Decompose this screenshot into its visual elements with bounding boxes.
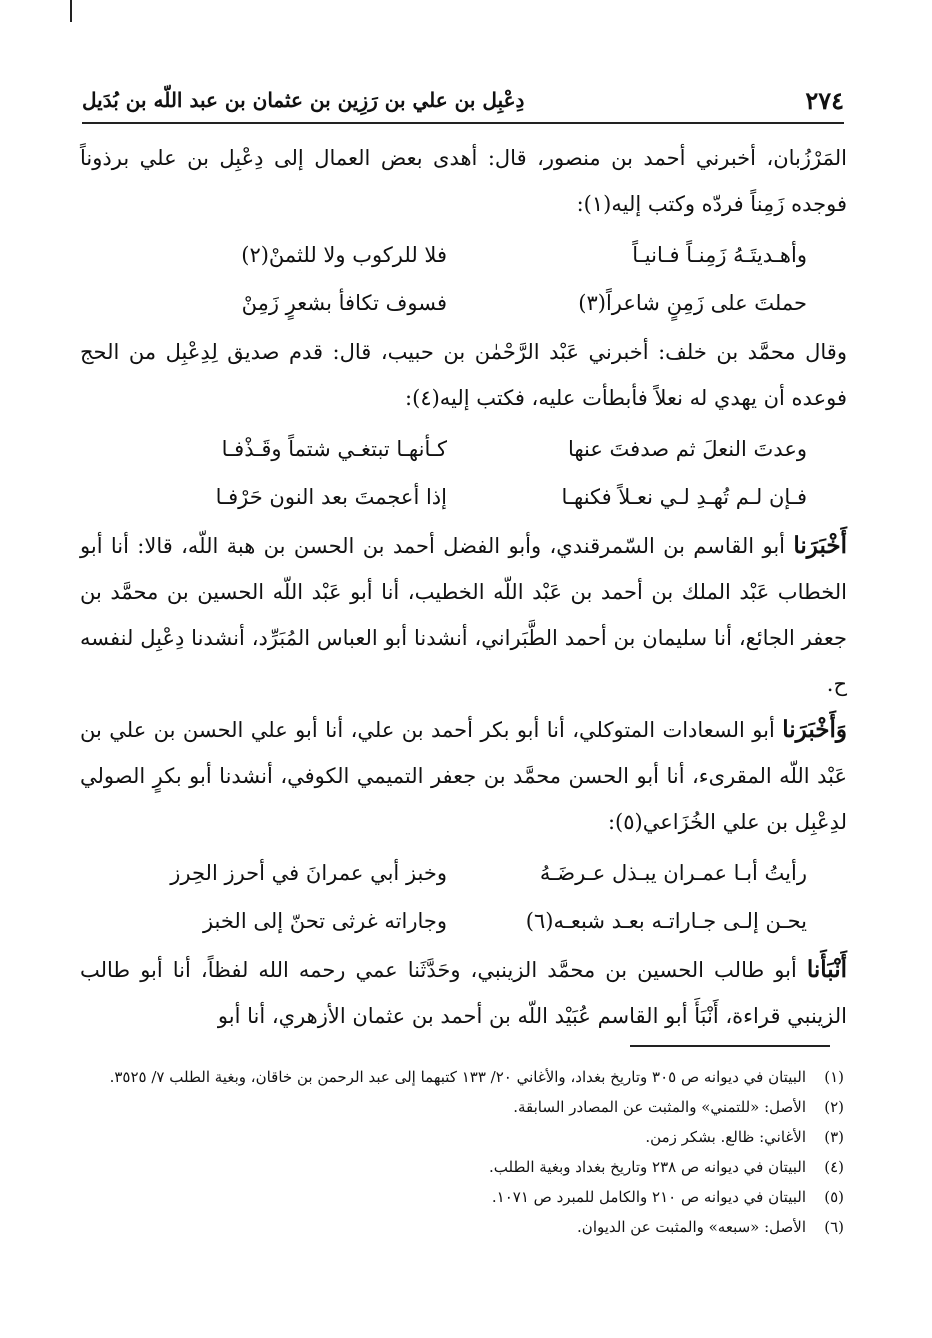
footnote-text: الأصل: «للتمني» والمثبت عن المصادر السابقة. xyxy=(513,1098,806,1116)
header-rule xyxy=(82,122,844,124)
footnote-text: البيتان في ديوانه ص ٢٣٨ وتاريخ بغداد وبغية الطلب. xyxy=(489,1158,806,1176)
footnote xyxy=(82,1182,844,1212)
footnote xyxy=(82,1092,844,1122)
paragraph-text: أبو القاسم بن السّمرقندي، وأبو الفضل أحمد بن الحسن بن هبة اللّه، قالا: أنا أبو الخطاب عَبْد الملك بن أحمد بن عَبْد اللّه الخطيب، أنا أبو عَبْد اللّه الحسين بن محمَّد بن جعفر الجائع، أنا سليمان بن أحمد الطَّبَراني، أنشدنا أبو العباس المُبَرِّد، أنشدنا دِعْبِل لنفسه ح. xyxy=(80,534,847,696)
hemistich-second: فسوف تكافأ بشعرٍ زَمِنْ xyxy=(241,291,447,315)
footnote-number: (٣) xyxy=(824,1128,844,1146)
verse-line xyxy=(80,279,847,327)
main-text xyxy=(80,135,847,1039)
hemistich-second: وخبز أبي عمرانَ في أحرز الحِرز xyxy=(170,861,447,885)
paragraph xyxy=(80,707,847,845)
chain-keyword: أَنْبَأَنا xyxy=(806,956,847,983)
margin-mark xyxy=(70,0,72,22)
paragraph-text: أبو طالب الحسين بن محمَّد الزينبي، وحَدَّثَنا عمي رحمه الله لفظاً، أنا أبو طالب الزينبي قراءة، أَنْبَأَ أبو القاسم عُبَيْد اللّه بن أحمد بن عثمان الأزهري، أنا أبو xyxy=(80,958,847,1028)
paragraph xyxy=(80,523,847,707)
footnote-number: (١) xyxy=(824,1068,844,1086)
hemistich-first: يحـن إلـى جـاراتـه بعـد شبعـه(٦) xyxy=(525,909,807,933)
verse-block xyxy=(80,231,847,327)
footnote-number: (٦) xyxy=(824,1218,844,1236)
hemistich-first: رأيتُ أبـا عمـران يبـذل عـرضَـهُ xyxy=(539,861,807,885)
paragraph-text: أبو السعادات المتوكلي، أنا أبو بكر أحمد بن علي، أنا أبو علي الحسن بن علي بن عَبْد اللّه المقرىء، أنا أبو الحسن محمَّد بن جعفر التميمي الكوفي، أنشدنا أبو بكرٍ الصولي لدِعْبِل بن علي الخُزَاعي(٥): xyxy=(80,718,847,834)
footnote-text: الأصل: «سبعه» والمثبت عن الديوان. xyxy=(577,1218,806,1236)
footnote-text: البيتان في ديوانه ص ٢١٠ والكامل للمبرد ص ١٠٧١. xyxy=(491,1188,806,1206)
footnotes xyxy=(82,1062,844,1242)
footnote xyxy=(82,1122,844,1152)
verse-line xyxy=(80,897,847,945)
footnote xyxy=(82,1152,844,1182)
running-header xyxy=(82,80,844,120)
running-title: دِعْبِل بن علي بن رَزِين بن عثمان بن عبد اللّه بن بُدَيل xyxy=(82,88,525,112)
hemistich-first: فـإن لـم تُهـدِ لـي نعـلاً فكنهـا xyxy=(561,485,807,509)
footnote-text: الأغاني: ظالع. بشكر زمن. xyxy=(645,1128,806,1146)
footnote-text: البيتان في ديوانه ص ٣٠٥ وتاريخ بغداد، والأغاني ٢٠/ ١٣٣ كتبهما إلى عبد الرحمن بن خاقان، وبغية الطلب ٧/ ٣٥٢٥. xyxy=(109,1068,806,1086)
verse-block xyxy=(80,849,847,945)
verse-block xyxy=(80,425,847,521)
verse-line xyxy=(80,231,847,279)
hemistich-second: إذا أعجمتَ بعد النون حَرْفـا xyxy=(215,485,447,509)
paragraph: المَرْزُبان، أخبرني أحمد بن منصور، قال: أهدى بعض العمال إلى دِعْبِل بن علي برذوناً فوجده زَمِناً فردّه وكتب إليه(١): xyxy=(80,146,847,216)
chain-keyword: وَأَخْبَرَنا xyxy=(782,716,847,743)
hemistich-first: وأهـديتَـهُ زَمِنـاً فـانيـاً xyxy=(632,243,807,267)
hemistich-first: حملتَ على زَمِنٍ شاعراً(٣) xyxy=(578,291,807,315)
verse-line xyxy=(80,849,847,897)
footnote-number: (٢) xyxy=(824,1098,844,1116)
verse-line xyxy=(80,473,847,521)
verse-line xyxy=(80,425,847,473)
footnote-number: (٤) xyxy=(824,1158,844,1176)
hemistich-second: فلا للركوب ولا للثمنْ(٢) xyxy=(241,243,447,267)
hemistich-first: وعدتَ النعلَ ثم صدفتَ عنها xyxy=(567,437,807,461)
footnote-rule xyxy=(630,1045,830,1047)
hemistich-second: وجاراته غرثى تحنّ إلى الخبز xyxy=(202,909,447,933)
page-number: ٢٧٤ xyxy=(805,85,844,115)
footnote xyxy=(82,1212,844,1242)
paragraph xyxy=(80,947,847,1039)
paragraph: وقال محمَّد بن خلف: أخبرني عَبْد الرَّحْمٰن بن حبيب، قال: قدم صديق لِدِعْبِل من الحج فوعده أن يهدي له نعلاً فأبطأت عليه، فكتب إليه(٤): xyxy=(80,340,847,410)
footnote xyxy=(82,1062,844,1092)
chain-keyword: أَخْبَرَنا xyxy=(793,532,847,559)
hemistich-second: كـأنهـا تبتغـي شتماً وقَـذْفـا xyxy=(221,437,447,461)
footnote-number: (٥) xyxy=(824,1188,844,1206)
